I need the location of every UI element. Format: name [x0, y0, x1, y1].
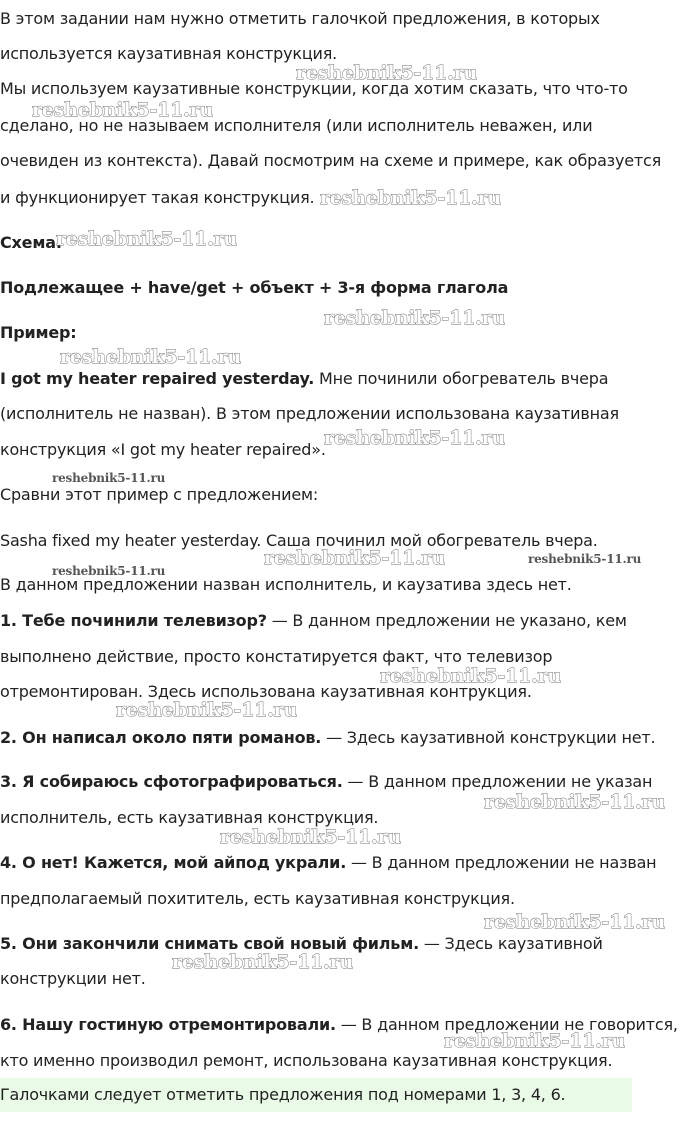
item-2-question: 2. Он написал около пяти романов.: [0, 728, 322, 747]
watermark: reshebnik5-11.ru: [52, 471, 166, 485]
item-6-question: 6. Нашу гостиную отремонтировали.: [0, 1015, 336, 1034]
item-1-question: 1. Тебе починили телевизор?: [0, 611, 267, 630]
item-1-line-3: отремонтирован. Здесь использована каузативная контрукция.: [0, 682, 532, 701]
watermark: reshebnik5-11.ru: [444, 1030, 625, 1052]
scheme-label: Схема:: [0, 233, 62, 252]
item-4-line-2: предполагаемый похититель, есть каузативная конструкция.: [0, 889, 515, 908]
watermark: reshebnik5-11.ru: [324, 427, 505, 449]
item-3-line-2: исполнитель, есть каузативная конструкция.: [0, 808, 379, 827]
item-4: [0, 852, 656, 874]
watermark: reshebnik5-11.ru: [264, 547, 445, 569]
watermark: reshebnik5-11.ru: [220, 826, 401, 848]
example-sentence: I got my heater repaired yesterday.: [0, 369, 315, 388]
item-1-answer: — В данном предложении не указано, кем: [266, 611, 627, 630]
item-4-question: 4. О нет! Кажется, мой айпод украли.: [0, 853, 347, 872]
example-line-1: [0, 368, 608, 390]
item-5-question: 5. Они закончили снимать свой новый фильм.: [0, 934, 419, 953]
intro-line-6: и функционирует такая конструкция.: [0, 188, 315, 207]
item-5-answer: — Здесь каузативной: [418, 934, 603, 953]
answer-text: Галочками следует отметить предложения под номерами 1, 3, 4, 6.: [0, 1085, 566, 1104]
item-3-question: 3. Я собираюсь сфотографироваться.: [0, 772, 343, 791]
watermark: reshebnik5-11.ru: [32, 99, 213, 121]
watermark: reshebnik5-11.ru: [324, 307, 505, 329]
watermark: reshebnik5-11.ru: [320, 187, 501, 209]
example-label: Пример:: [0, 323, 77, 342]
compare-note: В данном предложении назван исполнитель, и каузатива здесь нет.: [0, 575, 572, 594]
watermark: reshebnik5-11.ru: [380, 665, 561, 687]
item-6-line-2: кто именно производил ремонт, использована каузативная конструкция.: [0, 1051, 613, 1070]
compare-sentence: Sasha fixed my heater yesterday. Саша починил мой обогреватель вчера.: [0, 531, 598, 550]
intro-line-2: используется каузативная конструкция.: [0, 44, 338, 63]
item-3: [0, 771, 652, 793]
item-6-answer: — В данном предложении не говорится,: [335, 1015, 678, 1034]
watermark: reshebnik5-11.ru: [296, 62, 477, 84]
watermark: reshebnik5-11.ru: [528, 552, 642, 566]
item-3-answer: — В данном предложении не указан: [342, 772, 653, 791]
item-2: [0, 727, 655, 749]
watermark: reshebnik5-11.ru: [484, 791, 665, 813]
watermark: reshebnik5-11.ru: [56, 228, 237, 250]
watermark: reshebnik5-11.ru: [60, 346, 241, 368]
example-line-2: (исполнитель не назван). В этом предложении использована каузативная: [0, 404, 619, 423]
example-translation: Мне починили обогреватель вчера: [314, 369, 609, 388]
watermark: reshebnik5-11.ru: [172, 951, 353, 973]
scheme-formula: Подлежащее + have/get + объект + 3-я форма глагола: [0, 278, 509, 297]
watermark: reshebnik5-11.ru: [484, 911, 665, 933]
item-1-line-2: выполнено действие, просто констатируется факт, что телевизор: [0, 647, 553, 666]
watermark: reshebnik5-11.ru: [116, 699, 297, 721]
intro-line-1: В этом задании нам нужно отметить галочкой предложения, в которых: [0, 9, 600, 28]
example-line-3: конструкция «I got my heater repaired».: [0, 440, 326, 459]
item-4-answer: — В данном предложении не назван: [346, 853, 657, 872]
item-2-answer: — Здесь каузативной конструкции нет.: [321, 728, 656, 747]
watermark: reshebnik5-11.ru: [52, 564, 166, 578]
item-1: [0, 610, 627, 632]
intro-line-4: сделано, но не называем исполнителя (или исполнитель неважен, или: [0, 116, 593, 135]
intro-line-5: очевиден из контекста). Давай посмотрим на схеме и примере, как образуется: [0, 151, 662, 170]
intro-line-3: Мы используем каузативные конструкции, когда хотим сказать, что что-то: [0, 79, 628, 98]
item-5-line-2: конструкции нет.: [0, 969, 146, 988]
compare-line: Сравни этот пример с предложением:: [0, 485, 319, 504]
